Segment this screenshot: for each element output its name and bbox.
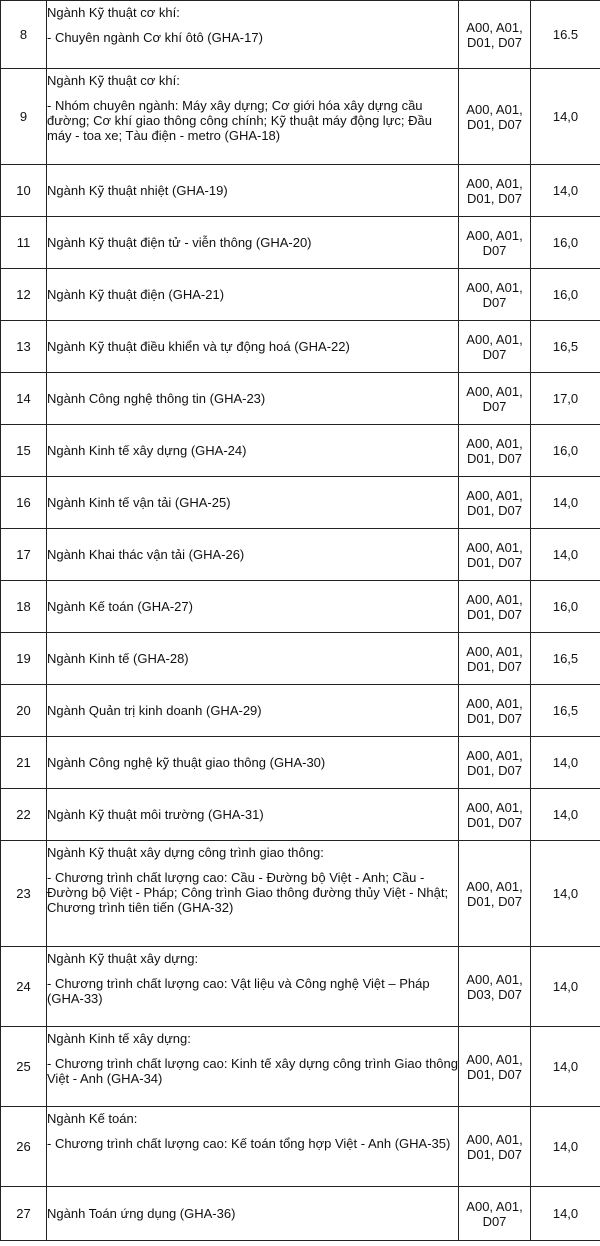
- row-number: 27: [1, 1187, 47, 1241]
- cutoff-score: 17,0: [531, 373, 600, 425]
- table-row: [1, 165, 600, 217]
- subject-combinations: A00, A01, D07: [459, 373, 531, 425]
- row-number: 13: [1, 321, 47, 373]
- table-row: [1, 321, 600, 373]
- cutoff-score: 16.5: [531, 1, 600, 69]
- program-detail: - Chương trình chất lượng cao: Vật liệu và Công nghệ Việt – Pháp (GHA-33): [47, 976, 430, 1006]
- table-row: [1, 1, 600, 69]
- table-row: [1, 373, 600, 425]
- subject-combinations: A00, A01, D01, D07: [459, 529, 531, 581]
- cutoff-score: 14,0: [531, 841, 600, 947]
- program-cell: [47, 477, 459, 529]
- program-name: Ngành Công nghệ thông tin (GHA-23): [47, 391, 266, 406]
- subject-combinations: A00, A01, D01, D07: [459, 841, 531, 947]
- program-cell: [47, 789, 459, 841]
- row-number: 21: [1, 737, 47, 789]
- program-cell: [47, 633, 459, 685]
- table-row: [1, 477, 600, 529]
- program-detail: - Chương trình chất lượng cao: Kế toán tổng hợp Việt - Anh (GHA-35): [47, 1136, 451, 1151]
- program-cell: [47, 947, 459, 1027]
- subject-combinations: A00, A01, D01, D07: [459, 165, 531, 217]
- program-cell: [47, 425, 459, 477]
- program-cell: [47, 269, 459, 321]
- row-number: 10: [1, 165, 47, 217]
- program-name: Ngành Toán ứng dụng (GHA-36): [47, 1206, 236, 1221]
- row-number: 20: [1, 685, 47, 737]
- program-cell: [47, 841, 459, 947]
- program-name: Ngành Kỹ thuật nhiệt (GHA-19): [47, 183, 228, 198]
- cutoff-score: 14,0: [531, 947, 600, 1027]
- program-name: Ngành Kinh tế vận tải (GHA-25): [47, 495, 231, 510]
- program-name: Ngành Kỹ thuật cơ khí:: [47, 73, 180, 88]
- table-row: [1, 69, 600, 165]
- cutoff-score: 14,0: [531, 165, 600, 217]
- program-cell: [47, 685, 459, 737]
- table-row: [1, 737, 600, 789]
- row-number: 22: [1, 789, 47, 841]
- program-name: Ngành Công nghệ kỹ thuật giao thông (GHA-30): [47, 755, 326, 770]
- program-name: Ngành Kỹ thuật điện (GHA-21): [47, 287, 225, 302]
- subject-combinations: A00, A01, D07: [459, 269, 531, 321]
- cutoff-score: 16,0: [531, 269, 600, 321]
- cutoff-score: 16,5: [531, 321, 600, 373]
- program-cell: [47, 1187, 459, 1241]
- row-number: 12: [1, 269, 47, 321]
- cutoff-score: 14,0: [531, 1107, 600, 1187]
- table-row: [1, 217, 600, 269]
- row-number: 8: [1, 1, 47, 69]
- subject-combinations: A00, A01, D03, D07: [459, 947, 531, 1027]
- row-number: 16: [1, 477, 47, 529]
- row-number: 11: [1, 217, 47, 269]
- program-name: Ngành Kỹ thuật môi trường (GHA-31): [47, 807, 264, 822]
- row-number: 9: [1, 69, 47, 165]
- table-row: [1, 269, 600, 321]
- table-row: [1, 947, 600, 1027]
- program-cell: [47, 1107, 459, 1187]
- cutoff-score: 16,0: [531, 425, 600, 477]
- row-number: 19: [1, 633, 47, 685]
- program-cell: [47, 217, 459, 269]
- program-name: Ngành Kỹ thuật xây dựng:: [47, 951, 199, 966]
- program-detail: - Nhóm chuyên ngành: Máy xây dựng; Cơ giới hóa xây dựng cầu đường; Cơ khí giao thông công chính; Kỹ thuật máy động lực; Đầu máy - toa xe; Tàu điện - metro (GHA-18): [47, 98, 432, 143]
- program-name: Ngành Kỹ thuật cơ khí:: [47, 5, 180, 20]
- subject-combinations: A00, A01, D07: [459, 1187, 531, 1241]
- cutoff-score: 16,5: [531, 685, 600, 737]
- cutoff-score: 14,0: [531, 737, 600, 789]
- row-number: 17: [1, 529, 47, 581]
- cutoff-score: 14,0: [531, 529, 600, 581]
- table-row: [1, 1027, 600, 1107]
- subject-combinations: A00, A01, D01, D07: [459, 477, 531, 529]
- program-cell: [47, 321, 459, 373]
- table-row: [1, 685, 600, 737]
- table-row: [1, 425, 600, 477]
- program-name: Ngành Quản trị kinh doanh (GHA-29): [47, 703, 262, 718]
- table-row: [1, 529, 600, 581]
- row-number: 14: [1, 373, 47, 425]
- program-cell: [47, 1027, 459, 1107]
- cutoff-score: 16,5: [531, 633, 600, 685]
- subject-combinations: A00, A01, D01, D07: [459, 1, 531, 69]
- program-cell: [47, 1, 459, 69]
- cutoff-score: 14,0: [531, 1027, 600, 1107]
- table-body: [1, 1, 600, 1241]
- cutoff-score: 14,0: [531, 69, 600, 165]
- program-detail: - Chương trình chất lượng cao: Kinh tế xây dựng công trình Giao thông Việt - Anh (GHA-34): [47, 1056, 458, 1086]
- program-cell: [47, 737, 459, 789]
- row-number: 26: [1, 1107, 47, 1187]
- subject-combinations: A00, A01, D01, D07: [459, 581, 531, 633]
- program-cell: [47, 373, 459, 425]
- program-name: Ngành Kế toán:: [47, 1111, 138, 1126]
- cutoff-score: 14,0: [531, 789, 600, 841]
- row-number: 24: [1, 947, 47, 1027]
- row-number: 18: [1, 581, 47, 633]
- cutoff-score: 16,0: [531, 581, 600, 633]
- program-name: Ngành Kế toán (GHA-27): [47, 599, 193, 614]
- table-row: [1, 1107, 600, 1187]
- subject-combinations: A00, A01, D01, D07: [459, 1027, 531, 1107]
- program-cell: [47, 529, 459, 581]
- program-name: Ngành Kỹ thuật điện tử - viễn thông (GHA-20): [47, 235, 312, 250]
- subject-combinations: A00, A01, D01, D07: [459, 633, 531, 685]
- subject-combinations: A00, A01, D01, D07: [459, 737, 531, 789]
- row-number: 25: [1, 1027, 47, 1107]
- cutoff-score: 14,0: [531, 1187, 600, 1241]
- program-cell: [47, 165, 459, 217]
- program-name: Ngành Kinh tế xây dựng (GHA-24): [47, 443, 247, 458]
- program-cell: [47, 581, 459, 633]
- program-name: Ngành Kỹ thuật xây dựng công trình giao thông:: [47, 845, 324, 860]
- subject-combinations: A00, A01, D07: [459, 217, 531, 269]
- table-row: [1, 581, 600, 633]
- program-name: Ngành Khai thác vận tải (GHA-26): [47, 547, 245, 562]
- program-detail: - Chương trình chất lượng cao: Cầu - Đường bộ Việt - Anh; Cầu - Đường bộ Việt - Pháp; Công trình Giao thông đường thủy Việt - Nhật; Chương trình tiên tiến (GHA-32): [47, 870, 449, 915]
- table-row: [1, 633, 600, 685]
- table-row: [1, 789, 600, 841]
- program-name: Ngành Kỹ thuật điều khiển và tự động hoá (GHA-22): [47, 339, 350, 354]
- subject-combinations: A00, A01, D01, D07: [459, 789, 531, 841]
- subject-combinations: A00, A01, D01, D07: [459, 69, 531, 165]
- subject-combinations: A00, A01, D01, D07: [459, 1107, 531, 1187]
- table-row: [1, 1187, 600, 1241]
- program-name: Ngành Kinh tế (GHA-28): [47, 651, 189, 666]
- program-cell: [47, 69, 459, 165]
- program-detail: - Chuyên ngành Cơ khí ôtô (GHA-17): [47, 30, 263, 45]
- table-row: [1, 841, 600, 947]
- subject-combinations: A00, A01, D01, D07: [459, 425, 531, 477]
- row-number: 15: [1, 425, 47, 477]
- row-number: 23: [1, 841, 47, 947]
- subject-combinations: A00, A01, D07: [459, 321, 531, 373]
- program-name: Ngành Kinh tế xây dựng:: [47, 1031, 191, 1046]
- cutoff-score: 14,0: [531, 477, 600, 529]
- subject-combinations: A00, A01, D01, D07: [459, 685, 531, 737]
- cutoff-score: 16,0: [531, 217, 600, 269]
